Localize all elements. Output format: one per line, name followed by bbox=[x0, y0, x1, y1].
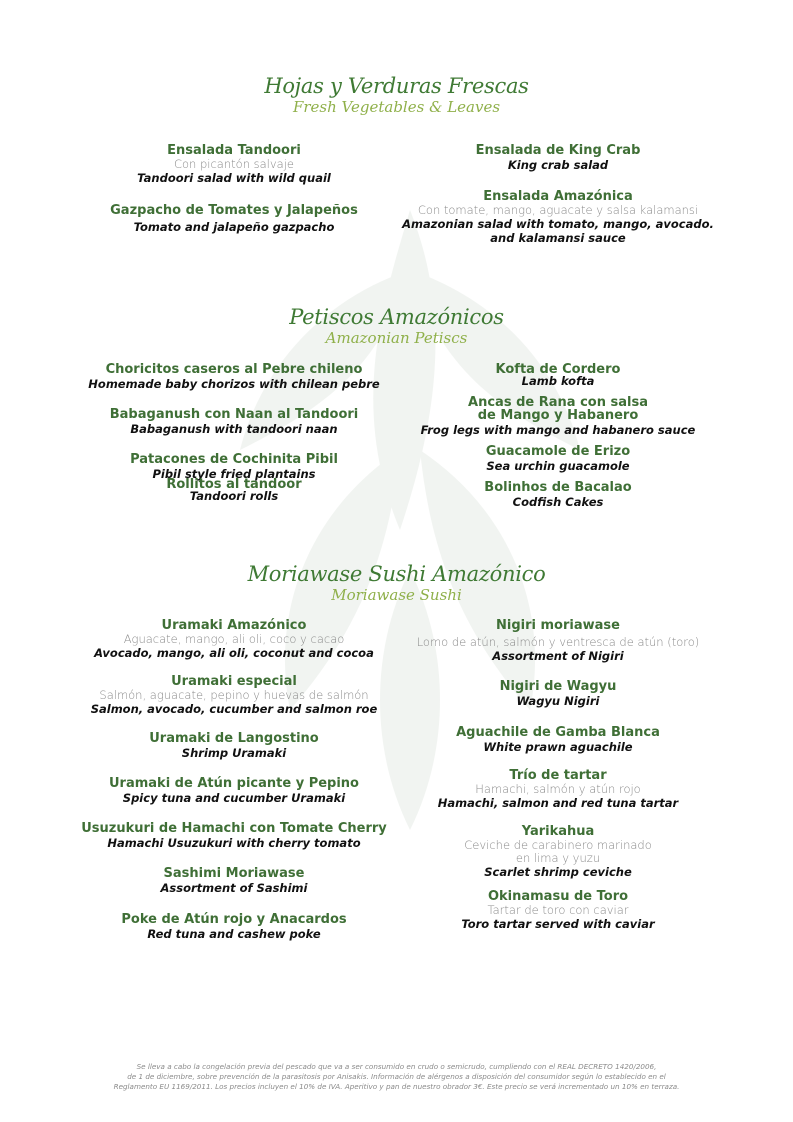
dish-description: Lomo de atún, salmón y ventresca de atún (toro) bbox=[416, 635, 700, 649]
dish-name: Trío de tartar bbox=[509, 768, 607, 783]
menu-item bbox=[393, 679, 723, 708]
dish-name: Yarikahua bbox=[521, 824, 595, 839]
sushi-right-column bbox=[393, 618, 723, 931]
section-title-sushi bbox=[0, 562, 793, 604]
dish-name: Aguachile de Gamba Blanca bbox=[456, 725, 660, 740]
footnote-line: de 1 de diciembre, sobre prevención de la parasitosis por Anisakis. Información de alérgenos a disposición del consumidor según lo establecido en el bbox=[127, 1072, 666, 1081]
menu-item bbox=[69, 821, 399, 850]
petiscos-left-column bbox=[69, 362, 399, 503]
menu-item bbox=[69, 866, 399, 895]
dish-name: Ensalada Amazónica bbox=[483, 189, 633, 204]
dish-name: Kofta de Cordero bbox=[495, 362, 621, 377]
dish-description: Ceviche de carabinero marinado bbox=[464, 838, 652, 852]
menu-item bbox=[69, 477, 399, 503]
dish-translation: Shrimp Uramaki bbox=[181, 746, 287, 760]
dish-name: Usuzukuri de Hamachi con Tomate Cherry bbox=[81, 821, 387, 836]
dish-name-cont: de Mango y Habanero bbox=[477, 408, 639, 423]
menu-item bbox=[69, 407, 399, 436]
dish-translation: King crab salad bbox=[507, 158, 609, 172]
dish-name: Babaganush con Naan al Tandoori bbox=[109, 407, 359, 422]
menu-item bbox=[393, 889, 723, 931]
dish-translation: Babaganush with tandoori naan bbox=[130, 422, 338, 436]
menu-item bbox=[393, 362, 723, 388]
petiscos-right-column bbox=[393, 362, 723, 509]
dish-translation: Pibil style fried plantains bbox=[152, 467, 316, 481]
dish-translation: Hamachi, salmon and red tuna tartar bbox=[437, 796, 679, 810]
dish-name: Okinamasu de Toro bbox=[487, 889, 629, 904]
dish-name: Uramaki Amazónico bbox=[161, 618, 307, 633]
section-title-es: Moriawase Sushi Amazónico bbox=[247, 562, 546, 586]
dish-name: Nigiri de Wagyu bbox=[499, 679, 617, 694]
dish-description: Salmón, aguacate, pepino y huevas de salmón bbox=[99, 688, 369, 702]
section-title-es: Hojas y Verduras Frescas bbox=[264, 74, 529, 98]
legal-footnote bbox=[80, 1062, 713, 1092]
dish-name: Poke de Atún rojo y Anacardos bbox=[121, 912, 347, 927]
menu-item bbox=[69, 912, 399, 941]
dish-name: Sashimi Moriawase bbox=[163, 866, 305, 881]
dish-name: Rollitos al tandoor bbox=[166, 477, 302, 492]
dish-description: Con tomate, mango, aguacate y salsa kalamansi bbox=[417, 203, 699, 217]
dish-translation: Spicy tuna and cucumber Uramaki bbox=[122, 791, 346, 805]
section-title-es: Petiscos Amazónicos bbox=[289, 305, 504, 329]
fresh-left-column bbox=[69, 143, 399, 234]
dish-name: Choricitos caseros al Pebre chileno bbox=[105, 362, 363, 377]
dish-translation: Red tuna and cashew poke bbox=[147, 927, 321, 941]
fresh-right-column bbox=[393, 143, 723, 245]
menu-item bbox=[69, 143, 399, 185]
section-title-en: Moriawase Sushi bbox=[331, 586, 462, 604]
dish-translation: Tandoori rolls bbox=[189, 489, 279, 503]
menu-item bbox=[69, 731, 399, 760]
dish-translation: White prawn aguachile bbox=[483, 740, 633, 754]
section-title-fresh bbox=[0, 74, 793, 116]
menu-item bbox=[69, 674, 399, 716]
menu-item bbox=[69, 203, 399, 234]
dish-name: Uramaki especial bbox=[171, 674, 297, 689]
menu-item bbox=[393, 725, 723, 754]
dish-description: Con picantón salvaje bbox=[173, 157, 294, 171]
dish-translation: Tomato and jalapeño gazpacho bbox=[133, 220, 335, 234]
sushi-left-column bbox=[69, 618, 399, 941]
dish-translation: Assortment of Sashimi bbox=[160, 881, 308, 895]
footnote-line: Se lleva a cabo la congelación previa del pescado que va a ser consumido en crudo o semicrudo, cumpliendo con el REAL DECRETO 1420/2006, bbox=[136, 1062, 657, 1071]
dish-description: Hamachi, salmón y atún rojo bbox=[475, 782, 641, 796]
dish-translation: Lamb kofta bbox=[521, 374, 595, 388]
dish-translation: Codfish Cakes bbox=[512, 495, 604, 509]
dish-translation: Avocado, mango, ali oli, coconut and cocoa bbox=[94, 646, 374, 660]
dish-translation: Wagyu Nigiri bbox=[516, 694, 600, 708]
dish-translation: Frog legs with mango and habanero sauce bbox=[420, 423, 696, 437]
footnote-line: Reglamento EU 1169/2011. Los precios incluyen el 10% de IVA. Aperitivo y pan de nuestro obrador 3€. Este precio se verá incrementado un 10% en terraza. bbox=[113, 1082, 680, 1091]
dish-translation: Assortment of Nigiri bbox=[492, 649, 624, 663]
dish-name: Patacones de Cochinita Pibil bbox=[130, 452, 338, 467]
dish-name: Gazpacho de Tomates y Jalapeños bbox=[110, 203, 358, 218]
dish-name: Ensalada Tandoori bbox=[167, 143, 301, 158]
menu-item bbox=[393, 143, 723, 172]
dish-description-cont: en lima y yuzu bbox=[515, 851, 601, 865]
dish-translation: Sea urchin guacamole bbox=[486, 459, 630, 473]
dish-translation: Scarlet shrimp ceviche bbox=[484, 865, 632, 879]
dish-name: Uramaki de Langostino bbox=[149, 731, 319, 746]
dish-translation: Homemade baby chorizos with chilean pebre bbox=[88, 377, 380, 391]
menu-item bbox=[393, 768, 723, 810]
menu-item bbox=[69, 362, 399, 391]
menu-item bbox=[393, 824, 723, 879]
dish-name: Bolinhos de Bacalao bbox=[484, 480, 632, 495]
dish-name: Nigiri moriawase bbox=[496, 618, 620, 633]
dish-name: Uramaki de Atún picante y Pepino bbox=[109, 776, 359, 791]
dish-name: Ensalada de King Crab bbox=[475, 143, 641, 158]
dish-translation-cont: and kalamansi sauce bbox=[490, 231, 626, 245]
menu-item bbox=[393, 480, 723, 509]
section-title-petiscos bbox=[0, 305, 793, 347]
dish-translation: Toro tartar served with caviar bbox=[461, 917, 655, 931]
menu-item bbox=[69, 776, 399, 805]
dish-name: Guacamole de Erizo bbox=[485, 444, 631, 459]
menu-item bbox=[69, 618, 399, 660]
section-title-en: Fresh Vegetables & Leaves bbox=[292, 98, 501, 116]
dish-translation: Amazonian salad with tomato, mango, avocado. bbox=[402, 217, 714, 231]
dish-description: Aguacate, mango, ali oli, coco y cacao bbox=[123, 632, 345, 646]
menu-item bbox=[393, 189, 723, 245]
menu-item bbox=[393, 444, 723, 473]
dish-translation: Salmon, avocado, cucumber and salmon roe bbox=[90, 702, 378, 716]
menu-item bbox=[393, 618, 723, 663]
dish-name: Ancas de Rana con salsa bbox=[468, 395, 648, 410]
dish-translation: Hamachi Usuzukuri with cherry tomato bbox=[107, 836, 361, 850]
section-title-en: Amazonian Petiscs bbox=[325, 329, 468, 347]
menu-item bbox=[393, 395, 723, 437]
dish-translation: Tandoori salad with wild quail bbox=[137, 171, 331, 185]
dish-description: Tartar de toro con caviar bbox=[487, 903, 629, 917]
